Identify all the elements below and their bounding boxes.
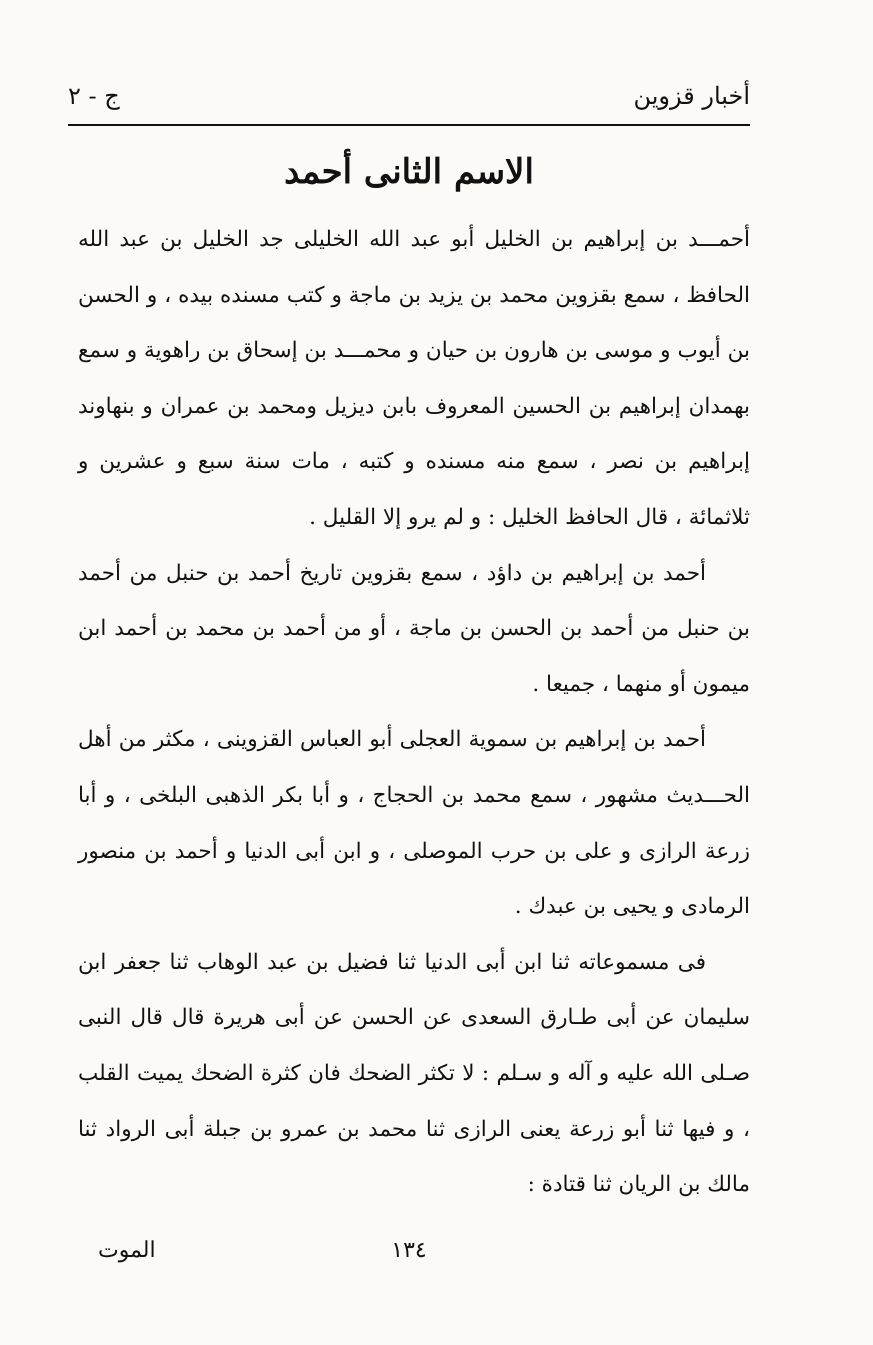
- body-text: [78, 212, 750, 1213]
- catchword: الموت: [98, 1238, 156, 1263]
- running-head: [68, 78, 750, 122]
- paragraph-1: أحمـــد بن إبراهيم بن الخليل أبو عبد الله الخليلى جد الخليل بن عبد الله الحافظ ، سمع بقزوين محمد بن يزيد بن ماجة و كتب مسنده بيده ، و الحسن بن أيوب و موسى بن هارون بن حيان و محمـــد بن إسحاق بن راهوية و سمع بهمدان إبراهيم بن الحسين المعروف بابن ديزيل ومحمد بن عمران و بنهاوند إبراهيم بن نصر ، سمع منه مسنده و كتبه ، مات سنة سبع و عشرين و ثلاثمائة ، قال الحافظ الخليل : و لم يرو إلا القليل .: [78, 227, 750, 530]
- paragraph-4: فى مسموعاته ثنا ابن أبى الدنيا ثنا فضيل بن عبد الوهاب ثنا جعفر ابن سليمان عن أبى طـارق السعدى عن الحسن عن أبى هريرة قال قال النبى صـلى الله عليه و آله و سـلم : لا تكثر الضحك فان كثرة الضحك يميت القلب ، و فيها ثنا أبو زرعة يعنى الرازى ثنا محمد بن عمرو بن جبلة أبى الرواد ثنا مالك بن الريان ثنا قتادة :: [78, 949, 750, 1198]
- section-heading: الاسم الثانى أحمد: [284, 152, 534, 192]
- volume-indicator: ج - ٢: [68, 82, 120, 110]
- page-footer: [68, 1238, 750, 1278]
- book-title: أخبار قزوين: [633, 82, 750, 110]
- paragraph-2: أحمد بن إبراهيم بن داؤد ، سمع بقزوين تاريخ أحمد بن حنبل من أحمد بن حنبل من أحمد بن الحسن بن ماجة ، أو من أحمد بن محمد بن أحمد ابن ميمون أو منهما ، جميعا .: [78, 560, 750, 697]
- page-number: ١٣٤: [391, 1238, 427, 1263]
- header-rule: [68, 124, 750, 126]
- paragraph-3: أحمد بن إبراهيم بن سموية العجلى أبو العباس القزوينى ، مكثر من أهل الحـــديث مشهور ، سمع محمد بن الحجاج ، و أبا بكر الذهبى البلخى ، و أبا زرعة الرازى و على بن حرب الموصلى ، و ابن أبى الدنيا و أحمد بن منصور الرمادى و يحيى بن عبدك .: [78, 727, 750, 920]
